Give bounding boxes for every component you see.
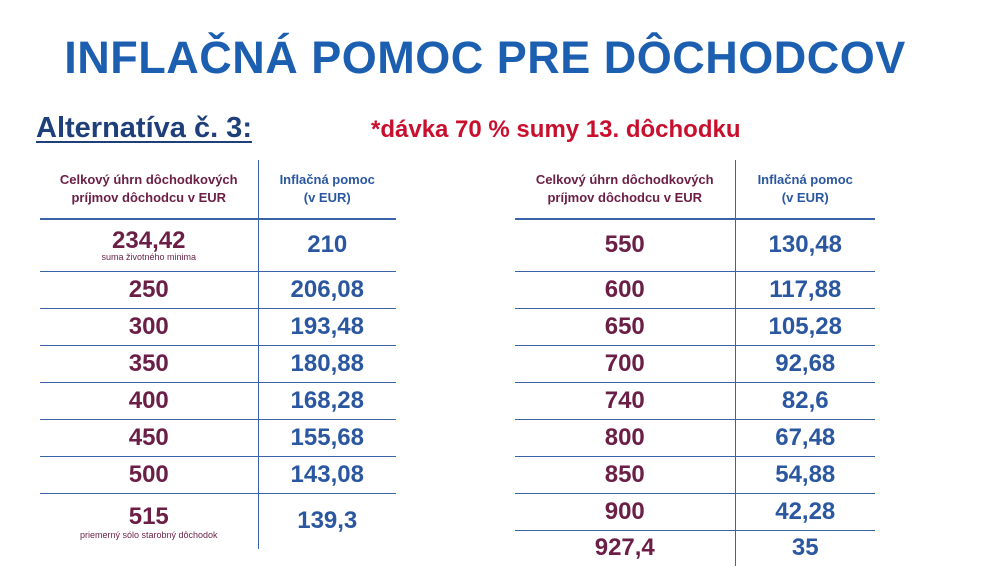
income-cell: 500 <box>40 456 258 493</box>
income-cell: 740 <box>515 382 735 419</box>
aid-cell: 210 <box>258 219 396 271</box>
aid-cell: 155,68 <box>258 419 396 456</box>
aid-column-header: Inflačná pomoc (v EUR) <box>735 160 875 219</box>
income-cell: 515 priemerný sólo starobný dôchodok <box>40 493 258 549</box>
aid-cell: 92,68 <box>735 345 875 382</box>
table-row <box>40 308 396 345</box>
income-cell: 927,4 <box>515 530 735 566</box>
income-cell: 850 <box>515 456 735 493</box>
aid-cell: 82,6 <box>735 382 875 419</box>
left-table <box>40 160 396 549</box>
income-cell: 350 <box>40 345 258 382</box>
aid-cell: 143,08 <box>258 456 396 493</box>
income-cell: 700 <box>515 345 735 382</box>
aid-column-header: Inflačná pomoc (v EUR) <box>258 160 396 219</box>
table-row <box>40 493 396 549</box>
table-row <box>40 345 396 382</box>
right-table <box>515 160 875 566</box>
income-cell: 400 <box>40 382 258 419</box>
table-row <box>40 219 396 271</box>
aid-cell: 35 <box>791 534 819 562</box>
table-row <box>515 219 875 271</box>
aid-cell: 206,08 <box>258 271 396 308</box>
aid-cell: 193,48 <box>258 308 396 345</box>
aid-cell: 105,28 <box>735 308 875 345</box>
table-row <box>515 530 875 566</box>
subtitle-row <box>36 112 1000 152</box>
aid-cell: 139,3 <box>297 507 358 535</box>
table-row <box>515 456 875 493</box>
income-cell: 800 <box>515 419 735 456</box>
income-cell: 600 <box>515 271 735 308</box>
table-row <box>515 345 875 382</box>
aid-cell: 168,28 <box>258 382 396 419</box>
income-cell: 550 <box>515 219 735 271</box>
income-subnote: suma životného minima <box>101 252 197 263</box>
table-row <box>40 456 396 493</box>
income-cell: 250 <box>40 271 258 308</box>
page-title: INFLAČNÁ POMOC PRE DÔCHODCOV <box>64 32 906 83</box>
income-column-header: Celkový úhrn dôchodkových príjmov dôchodcu v EUR <box>515 160 735 219</box>
alternative-heading: Alternatíva č. 3: <box>36 112 252 144</box>
income-cell: 900 <box>515 493 735 530</box>
table-row <box>40 382 396 419</box>
table-row <box>40 271 396 308</box>
table-row <box>515 419 875 456</box>
income-cell: 450 <box>40 419 258 456</box>
table-row <box>515 382 875 419</box>
table-header-row <box>40 160 396 219</box>
aid-cell: 54,88 <box>735 456 875 493</box>
aid-cell: 117,88 <box>735 271 875 308</box>
income-cell: 300 <box>40 308 258 345</box>
income-cell: 650 <box>515 308 735 345</box>
table-row <box>515 271 875 308</box>
table-row <box>515 308 875 345</box>
income-subnote: priemerný sólo starobný dôchodok <box>79 530 218 541</box>
aid-cell: 180,88 <box>258 345 396 382</box>
income-column-header: Celkový úhrn dôchodkových príjmov dôchodcu v EUR <box>40 160 258 219</box>
table-header-row <box>515 160 875 219</box>
aid-cell: 42,28 <box>735 493 875 530</box>
table-row <box>40 419 396 456</box>
table-row <box>515 493 875 530</box>
aid-cell: 130,48 <box>735 219 875 271</box>
benefit-note: *dávka 70 % sumy 13. dôchodku <box>371 116 741 143</box>
aid-cell: 67,48 <box>735 419 875 456</box>
income-cell: 234,42 suma životného minima <box>40 219 258 271</box>
